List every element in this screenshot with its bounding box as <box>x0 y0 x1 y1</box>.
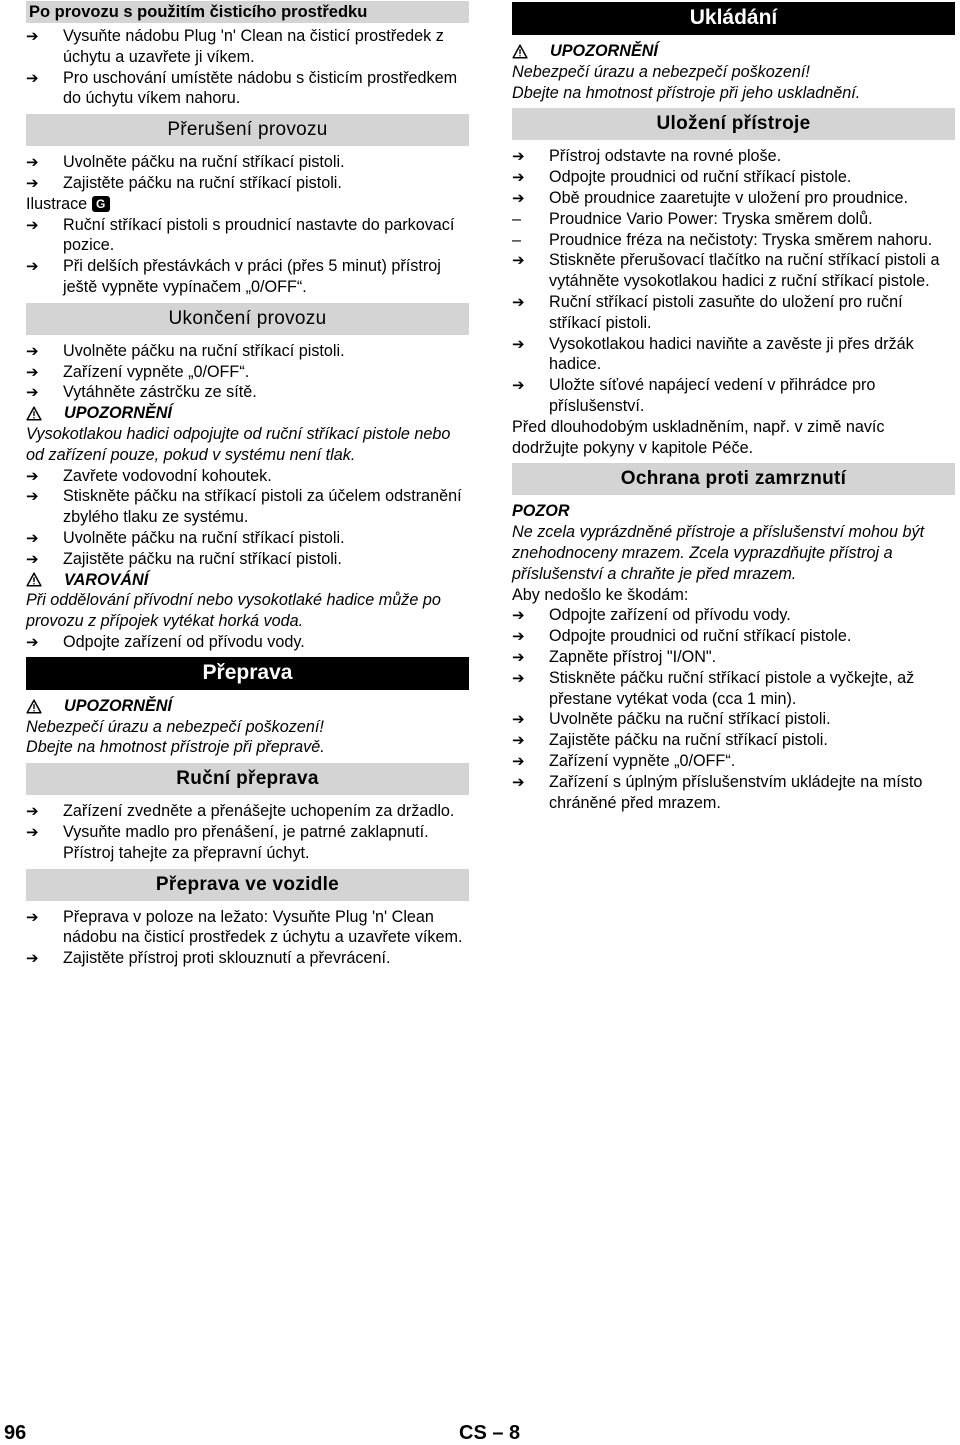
chapter-title-transport: Přeprava <box>26 657 469 690</box>
list-item: ➔ Uvolněte páčku na ruční stříkací pistoli. <box>512 710 831 729</box>
section-title-manual-transport: Ruční přeprava <box>26 763 469 795</box>
list-item: ➔ Pro uschování umístěte nádobu s čisticím prostředkem do úchytu víkem nahoru. <box>26 68 458 108</box>
caution-text: Vysokotlakou hadici odpojujte od ruční stříkací pistole nebo od zařízení pouze, pokud v systému není tlak. <box>26 424 451 464</box>
arrow-right-icon: ➔ <box>512 251 525 270</box>
list-item: ➔ Zajistěte páčku na ruční stříkací pistoli. <box>26 549 342 568</box>
list-item: ➔ Zajistěte přístroj proti sklouznutí a převrácení. <box>26 949 391 968</box>
caution-text: Nebezpečí úrazu a nebezpečí poškození! <box>512 62 810 81</box>
arrow-right-icon: ➔ <box>26 632 39 651</box>
list-item: ➔ Obě proudnice zaaretujte v uložení pro proudnice. <box>512 188 909 207</box>
arrow-right-icon: ➔ <box>512 292 525 311</box>
caution-heading: UPOZORNĚNÍ <box>512 41 955 62</box>
caution-heading: UPOZORNĚNÍ <box>26 403 469 424</box>
arrow-right-icon: ➔ <box>26 466 39 485</box>
arrow-right-icon: ➔ <box>26 68 39 87</box>
page-number: 96 <box>4 1422 27 1444</box>
list-item: ➔ Zapněte přístroj "I/ON". <box>512 647 717 666</box>
dash-icon: – <box>512 209 522 228</box>
arrow-right-icon: ➔ <box>26 822 39 841</box>
warning-triangle-icon <box>26 572 42 587</box>
section-title-frost-protection: Ochrana proti zamrznutí <box>512 463 955 495</box>
arrow-right-icon: ➔ <box>26 215 39 234</box>
list-item: ➔ Stiskněte páčku na stříkací pistoli za účelem odstranění zbylého tlaku ze systému. <box>26 487 462 527</box>
arrow-right-icon: ➔ <box>26 153 39 172</box>
warning-text: Při oddělování přívodní nebo vysokotlaké hadice může po provozu z přípojek vytékat horká voda. <box>26 591 441 631</box>
arrow-right-icon: ➔ <box>512 376 525 395</box>
list-item: ➔ Odpojte zařízení od přívodu vody. <box>26 632 305 651</box>
list-item: ➔ Zařízení zvedněte a přenášejte uchopením za držadlo. <box>26 802 455 821</box>
notice-text: Ne zcela vyprázdněné přístroje a příslušenství mohou být znehodnoceny mrazem. Zcela vyprazdňujte přístroj a příslušenství a chraňte je před mrazem. <box>512 523 925 583</box>
list-item: ➔ Zařízení vypněte „0/OFF“. <box>26 362 250 381</box>
section-title-device-storage: Uložení přístroje <box>512 108 955 140</box>
list-item: ➔ Uložte síťové napájecí vedení v přihrádce pro příslušenství. <box>512 376 876 415</box>
list-item: ➔ Přístroj odstavte na rovné ploše. <box>512 147 782 166</box>
list-item: ➔ Vysuňte madlo pro přenášení, je patrné zaklapnutí. Přístroj tahejte za přepravní úchyt. <box>26 822 429 862</box>
illustration-ref: Ilustrace G <box>26 194 469 215</box>
arrow-right-icon: ➔ <box>512 647 525 666</box>
section-title-interruption: Přerušení provozu <box>26 114 469 146</box>
list-item: ➔ Při delších přestávkách v práci (přes 5 minut) přístroj ještě vypněte vypínačem „0/OFF“. <box>26 257 441 296</box>
chapter-title-storage: Ukládání <box>512 2 955 35</box>
arrow-right-icon: ➔ <box>26 341 39 360</box>
arrow-right-icon: ➔ <box>512 751 525 770</box>
list-item: ➔ Zavřete vodovodní kohoutek. <box>26 466 272 485</box>
arrow-right-icon: ➔ <box>26 383 39 402</box>
section-title-vehicle-transport: Přeprava ve vozidle <box>26 869 469 901</box>
list-item: ➔ Vysuňte nádobu Plug 'n' Clean na čisticí prostředek z úchytu a uzavřete ji víkem. <box>26 27 444 66</box>
list-item: ➔ Zařízení vypněte „0/OFF“. <box>512 751 736 770</box>
list-item: ➔ Odpojte proudnici od ruční stříkací pistole. <box>512 627 852 646</box>
warning-triangle-icon <box>512 44 528 59</box>
list-item: ➔ Zařízení s úplným příslušenstvím ukládejte na místo chráněné před mrazem. <box>512 772 923 812</box>
arrow-right-icon: ➔ <box>26 549 39 568</box>
arrow-right-icon: ➔ <box>512 627 525 646</box>
arrow-right-icon: ➔ <box>512 710 525 729</box>
list-item: ➔ Vysokotlakou hadici naviňte a zavěste ji přes držák hadice. <box>512 334 914 374</box>
list-item: ➔ Ruční stříkací pistoli zasuňte do uložení pro ruční stříkací pistoli. <box>512 292 903 332</box>
arrow-right-icon: ➔ <box>26 802 39 821</box>
arrow-right-icon: ➔ <box>512 606 525 625</box>
dash-icon: – <box>512 230 522 249</box>
arrow-right-icon: ➔ <box>26 173 39 192</box>
warning-triangle-icon <box>26 699 42 714</box>
arrow-right-icon: ➔ <box>512 731 525 750</box>
arrow-right-icon: ➔ <box>512 168 525 187</box>
list-item: ➔ Stiskněte přerušovací tlačítko na ruční stříkací pistoli a vytáhněte vysokotlakou hadici z ruční stříkací pistole. <box>512 251 940 291</box>
list-item: ➔ Zajistěte páčku na ruční stříkací pistoli. <box>26 173 342 192</box>
warning-triangle-icon <box>26 406 42 421</box>
caution-text: Dbejte na hmotnost přístroje při přepravě. <box>26 738 325 757</box>
list-item: ➔ Ruční stříkací pistoli s proudnicí nastavte do parkovací pozice. <box>26 215 455 255</box>
list-item: ➔ Stiskněte páčku ruční stříkací pistole a vyčkejte, až přestane vytékat voda (cca 1 min). <box>512 668 915 708</box>
arrow-right-icon: ➔ <box>26 949 39 968</box>
list-item: ➔ Vytáhněte zástrčku ze sítě. <box>26 383 257 402</box>
left-column <box>26 0 469 969</box>
list-item: ➔ Odpojte proudnici od ruční stříkací pistole. <box>512 168 852 187</box>
list-item: ➔ Uvolněte páčku na ruční stříkací pistoli. <box>26 528 345 547</box>
dash-item: – Proudnice fréza na nečistoty: Tryska směrem nahoru. <box>512 230 933 249</box>
list-item: ➔ Zajistěte páčku na ruční stříkací pistoli. <box>512 731 828 750</box>
section-title-after-cleaning: Po provozu s použitím čisticího prostředku <box>26 1 469 23</box>
arrow-right-icon: ➔ <box>26 528 39 547</box>
arrow-right-icon: ➔ <box>512 334 525 353</box>
dash-item: – Proudnice Vario Power: Tryska směrem dolů. <box>512 209 873 228</box>
list-item: ➔ Uvolněte páčku na ruční stříkací pistoli. <box>26 153 345 172</box>
arrow-right-icon: ➔ <box>26 487 39 506</box>
arrow-right-icon: ➔ <box>512 147 525 166</box>
section-title-shutdown: Ukončení provozu <box>26 303 469 335</box>
list-item: ➔ Uvolněte páčku na ruční stříkací pistoli. <box>26 341 345 360</box>
illustration-badge: G <box>92 196 110 212</box>
arrow-right-icon: ➔ <box>512 772 525 791</box>
language-page-label: CS – 8 <box>459 1422 521 1444</box>
right-column <box>512 0 955 813</box>
arrow-right-icon: ➔ <box>512 188 525 207</box>
storage-note: Před dlouhodobým uskladněním, např. v zimě navíc dodržujte pokyny v kapitole Péče. <box>512 417 885 457</box>
arrow-right-icon: ➔ <box>26 257 39 276</box>
caution-heading: UPOZORNĚNÍ <box>26 696 469 717</box>
warning-heading: VAROVÁNÍ <box>26 570 469 591</box>
caution-text: Nebezpečí úrazu a nebezpečí poškození! <box>26 717 324 736</box>
arrow-right-icon: ➔ <box>26 907 39 926</box>
arrow-right-icon: ➔ <box>26 362 39 381</box>
arrow-right-icon: ➔ <box>512 668 525 687</box>
caution-text: Dbejte na hmotnost přístroje při jeho uskladnění. <box>512 83 861 102</box>
list-item: ➔ Přeprava v poloze na ležato: Vysuňte Plug 'n' Clean nádobu na čisticí prostředek z úchytu a uzavřete víkem. <box>26 907 463 947</box>
notice-heading: POZOR <box>512 502 570 521</box>
frost-intro: Aby nedošlo ke škodám: <box>512 585 689 604</box>
arrow-right-icon: ➔ <box>26 27 39 45</box>
list-item: ➔ Odpojte zařízení od přívodu vody. <box>512 606 791 625</box>
